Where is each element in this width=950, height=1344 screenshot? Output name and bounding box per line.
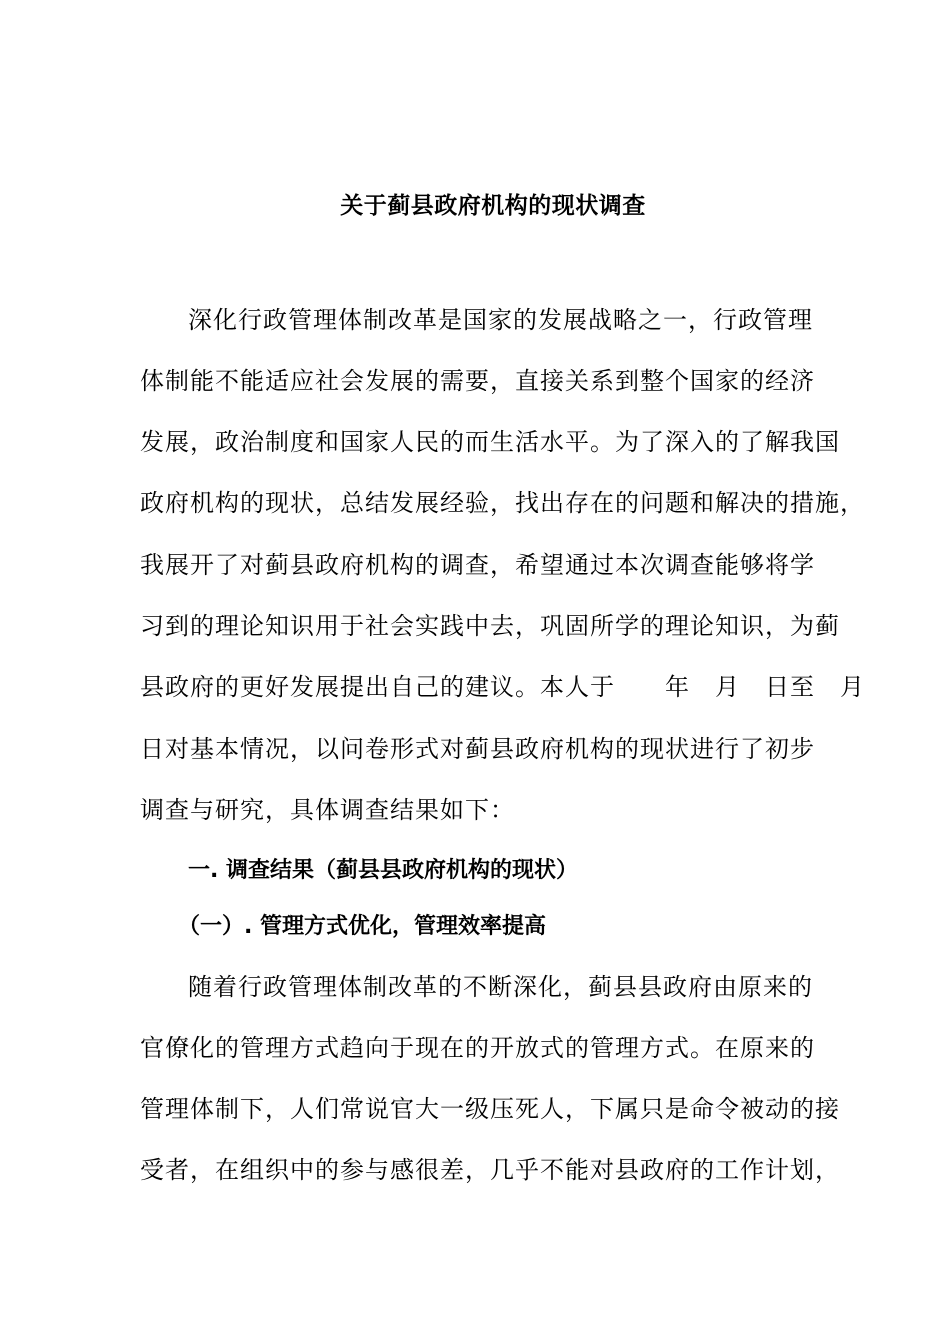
paragraph-line: 受者，在组织中的参与感很差，几乎不能对县政府的工作计划， [140,1156,840,1184]
paragraph-line: 政府机构的现状，总结发展经验，找出存在的问题和解决的措施， [140,489,865,517]
paragraph-line: 随着行政管理体制改革的不断深化，蓟县县政府由原来的 [188,973,813,1001]
paragraph-line: 管理体制下，人们常说官大一级压死人，下属只是命令被动的接 [140,1095,840,1123]
section-heading: 一. 调查结果（蓟县县政府机构的现状） [188,858,579,883]
paragraph-line: 调查与研究，具体调查结果如下： [140,796,515,824]
paragraph-line: 县政府的更好发展提出自己的建议。本人于 年 月 日至 月 [140,673,865,701]
paragraph-line: 我展开了对蓟县政府机构的调查，希望通过本次调查能够将学 [140,551,815,579]
paragraph-line: 官僚化的管理方式趋向于现在的开放式的管理方式。在原来的 [140,1034,815,1062]
paragraph-line: 日对基本情况，以问卷形式对蓟县政府机构的现状进行了初步 [140,735,815,763]
subsection-heading: （一）. 管理方式优化，管理效率提高 [178,914,547,939]
paragraph-line: 发展，政治制度和国家人民的而生活水平。为了深入的了解我国 [140,428,840,456]
paragraph-line: 深化行政管理体制改革是国家的发展战略之一，行政管理 [188,306,813,334]
paragraph-line: 体制能不能适应社会发展的需要，直接关系到整个国家的经济 [140,367,815,395]
paragraph-line: 习到的理论知识用于社会实践中去，巩固所学的理论知识，为蓟 [140,612,840,640]
document-title: 关于蓟县政府机构的现状调查 [340,193,646,219]
